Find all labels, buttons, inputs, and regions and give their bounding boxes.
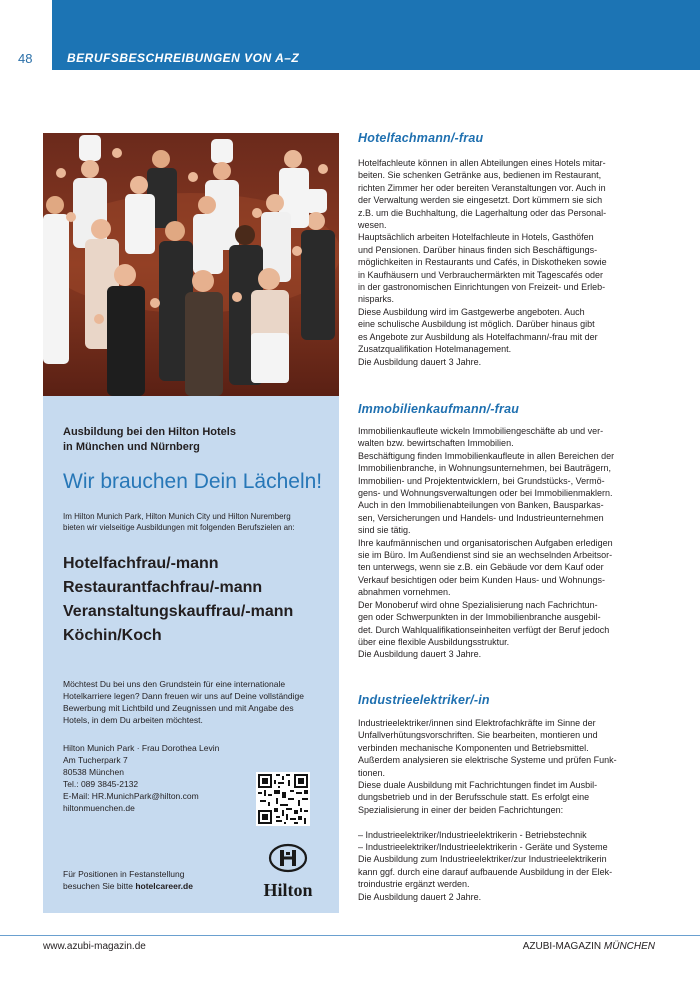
body-line: Diese Ausbildung wird im Gastgewerbe angeboten. Auch xyxy=(358,306,585,317)
body-line: Immobilienbranche, in Wohnungsunternehmen, bei Bauträgern, xyxy=(358,463,611,474)
body-line: tionen. xyxy=(358,767,386,778)
contact-email-link[interactable]: E-Mail: HR.MunichPark@hilton.com xyxy=(63,791,199,801)
body-line: abnahmen vornehmen. xyxy=(358,587,451,598)
footer-magazine-city: MÜNCHEN xyxy=(603,941,655,952)
section-title: BERUFSBESCHREIBUNGEN VON A–Z xyxy=(67,51,300,65)
body-line: richten Zimmer her oder bereiten Veranstaltungen vor. Auch in xyxy=(358,182,606,193)
footer-magazine-name xyxy=(523,941,655,952)
body-line: dungsbetrieb und in der Berufsschule statt. Es erfolgt eine xyxy=(358,792,590,803)
body-line: verbinden mechanische Komponenten und Betriebsmittel. xyxy=(358,742,589,753)
body-line: eine schulische Ausbildung ist möglich. Darüber hinaus gibt xyxy=(358,319,595,330)
page-number-box xyxy=(0,0,52,70)
body-line: ten unterwegs, wenn sie z.B. ein Gebäude vor dem Kauf oder xyxy=(358,562,604,573)
body-line: det. Durch Wahlqualifikationseinheiten verfügt der Beruf jedoch xyxy=(358,624,610,635)
body-line: Hauptsächlich arbeiten Hotelfachleute in Hotels, Gasthöfen xyxy=(358,232,594,243)
ad-job-item: Hotelfachfrau/-mann xyxy=(63,555,219,572)
ad-subtext-line1: Im Hilton Munich Park, Hilton Munich City und Hilton Nuremberg xyxy=(63,512,291,521)
contact-phone: Tel.: 089 3845-2132 xyxy=(63,779,139,789)
body-line: möglichkeiten in Restaurants und Cafés, in Diskotheken sowie xyxy=(358,257,607,268)
ad-job-item: Veranstaltungskauffrau/-mann xyxy=(63,603,294,620)
body-line: walten bzw. bewirtschaften Immobilien. xyxy=(358,438,514,449)
ad-job-list xyxy=(63,552,293,648)
ad-paragraph-line: Hotels, in dem Du arbeiten möchtest. xyxy=(63,715,203,725)
body-line: nisparks. xyxy=(358,294,395,305)
body-line: – Industrieelektriker/Industrieelektrikerin - Geräte und Systeme xyxy=(358,842,608,853)
body-line: Die Ausbildung dauert 3 Jahre. xyxy=(358,649,482,660)
ad-paragraph-line: Hotelkarriere legen? Dann freuen wir uns auf Deine vollständige xyxy=(63,691,304,701)
footer-magazine-prefix: AZUBI-MAGAZIN xyxy=(522,941,604,952)
body-line: Spezialisierung in einer der beiden Fachrichtungen: xyxy=(358,804,564,815)
body-line: Industrieelektriker/innen sind Elektrofachkräfte im Sinne der xyxy=(358,718,596,728)
body-line: Diese duale Ausbildung mit Fachrichtungen findet im Ausbil- xyxy=(358,780,598,791)
contact-name: Hilton Munich Park · Frau Dorothea Levin xyxy=(63,743,220,753)
body-line: der Verwaltung werden sie eingesetzt. Dort kümmern sie sich xyxy=(358,195,603,206)
body-line: in Kaufhäusern und Verbrauchermärkten mit Tagescafés oder xyxy=(358,269,603,280)
body-line: sen, Versicherungen und Handels- und Industrieunternehmen xyxy=(358,512,604,523)
body-line: in der gastronomischen Einrichtungen von Freizeit- und Erleb- xyxy=(358,282,606,293)
section-heading-industrieelektriker: Industrieelektriker/-in xyxy=(358,693,490,707)
ad-paragraph-line: Möchtest Du bei uns den Grundstein für eine internationale xyxy=(63,679,286,689)
ad-headline: Wir brauchen Dein Lächeln! xyxy=(63,470,323,493)
ad-subtext xyxy=(63,511,333,533)
ad-paragraph xyxy=(63,678,329,726)
contact-street: Am Tucherpark 7 xyxy=(63,755,128,765)
hilton-logo xyxy=(253,843,323,901)
ad-intro-line2: in München und Nürnberg xyxy=(63,441,200,453)
ad-job-item: Restaurantfachfrau/-mann xyxy=(63,579,263,596)
body-line: Die Ausbildung dauert 3 Jahre. xyxy=(358,356,482,367)
section-heading-hotelfachmann: Hotelfachmann/-frau xyxy=(358,131,484,145)
body-line: Verkauf besichtigen oder beim Kunden Haus- und Wohnungs- xyxy=(358,574,605,585)
contact-city: 80538 München xyxy=(63,767,124,777)
body-line: Unfallverhütungsvorschriften. Sie bearbeiten, montieren und xyxy=(358,730,598,741)
ad-contact-block xyxy=(63,742,219,814)
page-number: 48 xyxy=(18,51,33,66)
hilton-advertisement xyxy=(43,133,339,913)
body-line: Die Ausbildung dauert 2 Jahre. xyxy=(358,891,482,902)
body-line: troindustrie ergänzt werden. xyxy=(358,879,470,890)
body-line: Die Ausbildung zum Industrieelektriker/zur Industrieelektrikerin xyxy=(358,854,607,865)
body-line: Hotelfachleute können in allen Abteilungen eines Hotels mitar- xyxy=(358,158,606,168)
ad-footer-line1: Für Positionen in Festanstellung xyxy=(63,869,185,879)
body-line: z.B. um die Buchhaltung, die Lagerhaltung oder das Personal- xyxy=(358,207,607,218)
body-line: Zusatzqualifikation Hotelmanagement. xyxy=(358,344,512,355)
body-line: gens- und Wohnungsverwaltungen oder bei Immobilienmaklern. xyxy=(358,488,613,499)
body-line: sind sie tätig. xyxy=(358,525,411,536)
ad-footer-prefix: besuchen Sie bitte xyxy=(63,881,136,891)
body-line: und Pensionen. Darüber hinaus finden sich Beschäftigungs- xyxy=(358,244,598,255)
staff-group-photo xyxy=(43,133,339,396)
body-line: sie im Büro. Im Außendienst sind sie an wechselnden Arbeitsor- xyxy=(358,550,613,561)
hotelcareer-link[interactable]: hotelcareer.de xyxy=(135,881,193,891)
body-line: Immobilienkaufleute wickeln Immobiliengeschäfte ab und ver- xyxy=(358,426,604,436)
body-line: über eine flexible Ausbildungsstruktur. xyxy=(358,636,510,647)
ad-footer-line2 xyxy=(63,880,193,892)
body-line: Der Monoberuf wird ohne Spezialisierung nach Fachrichtun- xyxy=(358,599,598,610)
body-line: wesen. xyxy=(358,220,387,231)
body-line: es Angebote zur Ausbildung als Hotelfachmann/-frau mit der xyxy=(358,331,598,342)
section-body-immobilienkaufmann xyxy=(358,425,654,661)
ad-paragraph-line: Bewerbung mit Lichtbild und Zeugnissen und mit Angabe des xyxy=(63,703,294,713)
body-line xyxy=(358,816,654,828)
ad-intro xyxy=(63,425,236,455)
body-line: Außerdem analysieren sie elektrische Systeme und prüfen Funk- xyxy=(358,755,617,766)
header-band xyxy=(52,0,700,70)
body-line: gen oder Schwerpunkten in der Immobilienbranche ausgebil- xyxy=(358,612,601,623)
section-body-industrieelektriker xyxy=(358,717,654,903)
ad-footer xyxy=(63,868,193,892)
ad-job-item: Köchin/Koch xyxy=(63,627,162,644)
contact-website-link[interactable]: hiltonmuenchen.de xyxy=(63,803,135,813)
qr-code-icon xyxy=(256,772,310,826)
body-line: beiten. Sie schenken Getränke aus, bedienen im Restaurant, xyxy=(358,170,602,181)
body-line: – Industrieelektriker/Industrieelektrikerin - Betriebstechnik xyxy=(358,829,587,840)
body-line: Ihre kaufmännischen und organisatorischen Aufgaben erledigen xyxy=(358,537,613,548)
footer-website-link[interactable]: www.azubi-magazin.de xyxy=(43,941,146,952)
ad-intro-line1: Ausbildung bei den Hilton Hotels xyxy=(63,426,236,438)
section-heading-immobilienkaufmann: Immobilienkaufmann/-frau xyxy=(358,402,520,416)
body-line: Immobilien- und Projektentwicklern, bei Grundstücks-, Vermö- xyxy=(358,475,605,486)
footer-divider xyxy=(0,935,700,936)
hilton-emblem-icon xyxy=(268,843,308,873)
ad-subtext-line2: bieten wir vielseitige Ausbildungen mit folgenden Berufszielen an: xyxy=(63,523,295,532)
body-line: Auch in den Immobilienabteilungen von Banken, Bausparkas- xyxy=(358,500,604,511)
section-body-hotelfachmann xyxy=(358,157,654,368)
hilton-wordmark: Hilton xyxy=(263,880,313,900)
body-line: Beschäftigung finden Immobilienkaufleute in allen Bereichen der xyxy=(358,450,615,461)
body-line: kann ggf. durch eine darauf aufbauende Ausbildung in der Elek- xyxy=(358,866,613,877)
